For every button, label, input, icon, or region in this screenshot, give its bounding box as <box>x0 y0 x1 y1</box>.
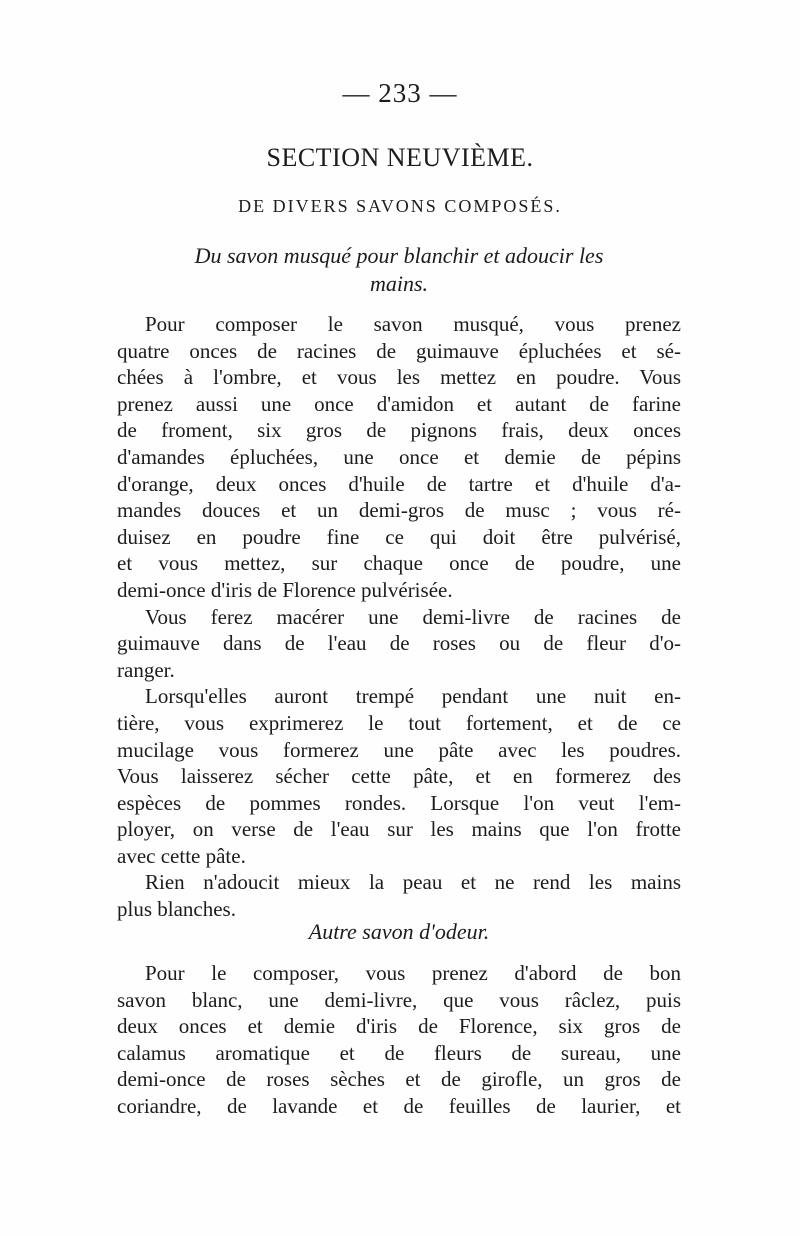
recipe-body-scented-soap <box>117 960 681 1120</box>
section-title: SECTION NEUVIÈME. <box>266 143 534 172</box>
text-line: Lorsqu'elles auront trempé pendant une nuit en- <box>145 684 681 709</box>
text-line: ployer, on verse de l'eau sur les mains que l'on frotte <box>117 817 681 842</box>
text-line: d'orange, deux onces d'huile de tartre et d'huile d'a- <box>117 471 681 496</box>
text-line: Pour composer le savon musqué, vous prenez <box>145 312 681 336</box>
text-line: avec cette pâte. <box>117 843 246 868</box>
recipe-heading-musk-soap <box>117 242 681 298</box>
text-line: quatre onces de racines de guimauve épluchées et sé- <box>117 338 681 363</box>
text-line: coriandre, de lavande et de feuilles de laurier, et <box>117 1093 681 1118</box>
text-line: chées à l'ombre, et vous les mettez en poudre. Vous <box>117 365 681 390</box>
text-line: savon blanc, une demi-livre, que vous râclez, puis <box>117 987 681 1012</box>
text-line: Vous ferez macérer une demi-livre de racines de <box>145 604 681 629</box>
text-line: tière, vous exprimerez le tout fortement, et de ce <box>117 710 681 735</box>
text-line: deux onces et demie d'iris de Florence, six gros de <box>117 1014 681 1039</box>
text-line: demi-once de roses sèches et de girofle, un gros de <box>117 1067 681 1092</box>
text-line: guimauve dans de l'eau de roses ou de fleur d'o- <box>117 631 681 656</box>
text-line: Vous laisserez sécher cette pâte, et en formerez des <box>117 764 681 789</box>
text-line: et vous mettez, sur chaque once de poudre, une <box>117 551 681 576</box>
recipe-heading-scented-soap: Autre savon d'odeur. <box>308 919 490 944</box>
recipe-heading-line: Du savon musqué pour blanchir et adoucir les <box>194 243 604 268</box>
text-line: mucilage vous formerez une pâte avec les poudres. <box>117 737 681 762</box>
text-line: Pour le composer, vous prenez d'abord de bon <box>145 961 681 985</box>
text-line: duisez en poudre fine ce qui doit être pulvérisé, <box>117 524 681 549</box>
text-line: mandes douces et un demi-gros de musc ; vous ré- <box>117 498 681 523</box>
section-subtitle: DE DIVERS SAVONS COMPOSÉS. <box>238 196 562 216</box>
text-line: plus blanches. <box>117 897 236 922</box>
text-line: prenez aussi une once d'amidon et autant de farine <box>117 391 681 416</box>
recipe-heading-line: mains. <box>369 271 429 296</box>
text-line: ranger. <box>117 657 175 682</box>
text-line: Rien n'adoucit mieux la peau et ne rend les mains <box>145 870 681 895</box>
page-number: — 233 — <box>342 78 458 108</box>
text-line: espèces de pommes rondes. Lorsque l'on veut l'em- <box>117 790 681 815</box>
text-line: calamus aromatique et de fleurs de sureau, une <box>117 1040 681 1065</box>
text-line: d'amandes épluchées, une once et demie de pépins <box>117 444 681 469</box>
text-line: demi-once d'iris de Florence pulvérisée. <box>117 577 453 602</box>
text-line: de froment, six gros de pignons frais, deux onces <box>117 418 681 443</box>
recipe-body-musk-soap <box>117 311 681 923</box>
